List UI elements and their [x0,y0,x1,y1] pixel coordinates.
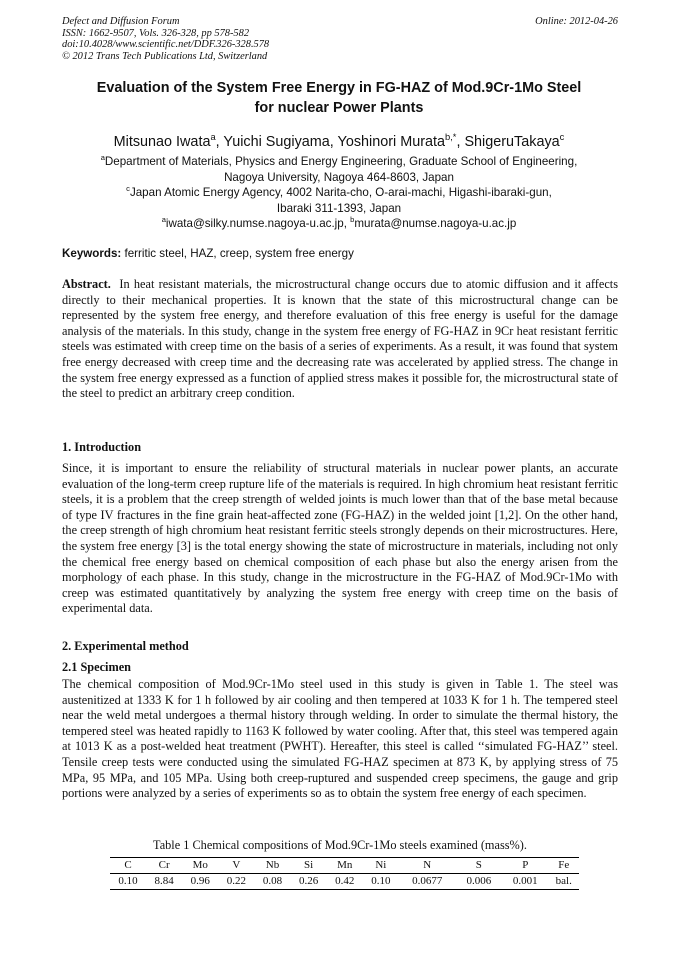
author-name: ShigeruTakaya [464,134,560,150]
table-cell: 0.006 [466,875,492,887]
paper-title [40,78,638,118]
author-mark: b,* [445,132,457,143]
author-separator: , [456,134,465,150]
journal-name: Defect and Diffusion Forum [62,16,180,27]
author-name: Yoshinori Murata [337,134,446,150]
introduction-paragraph: Since, it is important to ensure the reliability of structural materials in nuclear power plants, an accurate evaluation of the long-term creep rupture life of the materials is required. In high chromium heat resistant ferritic steels, it is a problem that the creep strength of welded joints is much lower than that of the base metal because of type IV fractures in the fine grain heat-affected zone (FG-HAZ) in the welded joint [1,2]. On the other hand, the creep strength of high chromium heat resistant ferritic steels strongly depends on their microstructures. Here, the system free energy [3] is the total energy showing the state of microstructure in materials, including not only the chemical free energy based on chemical composition of each phase but also the energy arisen from the morphology of each phase. In this study, change in the microstructure in the FG-HAZ of Mod.9Cr-1Mo with creep was estimated quantitatively by analyzing the system free energy with creep time on the basis of experimental data. [62,461,618,616]
abstract [62,277,618,402]
table-cell: 0.10 [118,875,138,887]
column-header: S [475,859,482,871]
column-header: Mo [192,859,208,871]
column-header: Si [304,859,314,871]
table-cell: 0.22 [226,875,246,887]
column-header: Nb [265,859,280,871]
column-header: C [124,859,132,871]
column-header: Cr [158,859,170,871]
affiliation-a-line-2: Nagoya University, Nagoya 464-8603, Japan [224,170,454,184]
column-header: Mn [337,859,353,871]
table-cell: 0.26 [298,875,319,887]
author-list [40,133,638,151]
section-heading-method: 2. Experimental method [62,639,189,653]
email-a-link[interactable]: iwata@silky.numse.nagoya-u.ac.jp [165,217,344,231]
email-line [40,216,638,232]
column-header: N [423,859,432,871]
column-header: Ni [375,859,387,871]
affiliations [40,154,638,232]
title-line-2: for nuclear Power Plants [254,100,424,116]
affiliation-a-line-1 [40,154,638,170]
email-mark: a [161,215,166,225]
affiliation-mark: a [100,153,105,163]
table-cell: bal. [555,875,572,887]
subsection-heading-specimen: 2.1 Specimen [62,660,131,674]
table-caption: Table 1 Chemical compositions of Mod.9Cr-1Mo steels examined (mass%). [153,838,527,852]
column-header: V [232,859,241,871]
affiliation-mark: c [126,184,130,194]
table-cell: 0.42 [335,875,355,887]
author-mark: a [210,132,216,143]
table-cell: 0.96 [190,875,210,887]
section-heading-introduction: 1. Introduction [62,440,142,454]
keywords-label: Keywords: [62,247,122,260]
keywords-text: ferritic steel, HAZ, creep, system free energy [124,247,354,260]
author-mark: c [559,132,565,143]
table-cell: 0.0677 [412,875,443,887]
composition-table [110,857,579,890]
table-cell: 0.08 [262,875,283,887]
table-cell: 0.10 [371,875,391,887]
email-mark: b [350,215,355,225]
author-name: Yuichi Sugiyama [223,134,330,150]
keywords [62,246,618,261]
specimen-paragraph: The chemical composition of Mod.9Cr-1Mo steel used in this study is given in Table 1. The steel was austenitized at 1333 K for 1 h followed by air cooling and then tempered at 1033 K for 1 h. The tempered steel near the weld metal undergoes a thermal history through welding. In order to simulate the thermal history, the tempered steel was heated rapidly to 1163 K followed by water cooling. After that, this steel was tempered again at 1013 K as a post-welded heat treatment (PWHT). Hereafter, this steel is called ‘‘simulated FG-HAZ’’ steel. Tensile creep tests were conducted using the simulated FG-HAZ specimen at 873 K, by applying stress of 75 MPa, 95 MPa, and 105 MPa. Using both creep-ruptured and suspended creep specimens, the gauge and grip portions were analyzed by a series of experiments so as to obtain the system free energy of each specimen. [62,677,618,801]
abstract-label: Abstract. [62,277,111,291]
issn-line: ISSN: 1662-9507, Vols. 326-328, pp 578-582 [62,27,250,39]
affiliation-text: Department of Materials, Physics and Energy Engineering, Graduate School of Engineering, [104,155,578,168]
table-cell: 0.001 [512,875,538,887]
author-separator: , [329,134,338,150]
table-cell: 8.84 [154,875,174,887]
column-header: P [522,859,529,871]
affiliation-text: Japan Atomic Energy Agency, 4002 Narita-cho, O-arai-machi, Higashi-ibaraki-gun, [129,186,552,200]
table-row [110,874,579,890]
doi-line: doi:10.4028/www.scientific.net/DDF.326-328.578 [62,39,270,51]
journal-header [62,16,618,62]
author-name: Mitsunao Iwata [113,134,211,150]
online-date: Online: 2012-04-26 [535,16,618,27]
email-separator: , [343,217,351,231]
author-separator: , [215,134,224,150]
copyright-line: © 2012 Trans Tech Publications Ltd, Switzerland [62,50,268,62]
affiliation-c-line-1 [40,185,638,201]
email-b-link[interactable]: murata@numse.nagoya-u.ac.jp [354,217,517,231]
affiliation-c-line-2: Ibaraki 311-1393, Japan [276,201,402,215]
table-header-row [110,858,579,874]
title-line-1: Evaluation of the System Free Energy in FG-HAZ of Mod.9Cr-1Mo Steel [96,80,582,96]
abstract-text: In heat resistant materials, the microstructural change occurs due to atomic diffusion and it affects directly to their mechanical properties. It is known that the state of this microstructural change can be represented by the system free energy, and therefore evaluation of this free energy is useful for the damage analysis of the materials. In this study, change in the system free energy of FG-HAZ in 9Cr heat resistant ferritic steels was estimated with creep time on the basis of a series of experiments. As a result, it was found that system free energy decreased with creep time and the decreasing rate was accelerated by applied stress. The change in the system free energy expressed as a function of applied stress makes it possible for, the microstructural state of the steel to predict an arbitrary creep condition. [62,277,618,401]
column-header: Fe [558,859,570,871]
